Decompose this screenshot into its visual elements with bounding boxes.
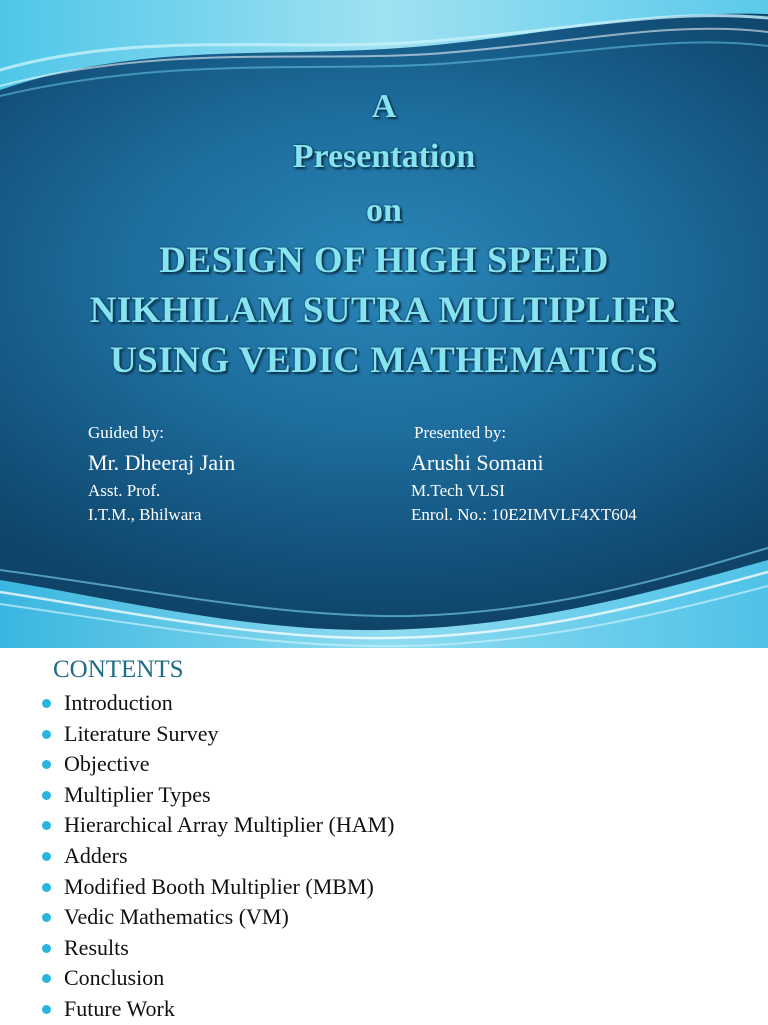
presenter-enrollment: Enrol. No.: 10E2IMVLF4XT604 [411, 505, 637, 524]
presenter-heading: Presented by: [414, 423, 507, 442]
bullet-icon [42, 913, 51, 922]
list-item-label: Hierarchical Array Multiplier (HAM) [64, 812, 395, 838]
list-item [42, 780, 395, 811]
list-item [42, 994, 395, 1025]
title-line-a: A [371, 88, 397, 125]
bullet-icon [42, 791, 51, 800]
title-line-3: USING VEDIC MATHEMATICS [109, 340, 659, 381]
bullet-icon [42, 730, 51, 739]
list-item-label: Multiplier Types [64, 781, 211, 807]
contents-heading: CONTENTS [53, 656, 184, 683]
presenter-course: M.Tech VLSI [411, 481, 505, 500]
title-line-on: on [366, 192, 402, 229]
guide-heading: Guided by: [88, 423, 165, 442]
bullet-icon [42, 821, 51, 830]
title-line-2: NIKHILAM SUTRA MULTIPLIER [89, 290, 679, 331]
bullet-icon [42, 883, 51, 892]
bullet-icon [42, 852, 51, 861]
list-item [42, 933, 395, 964]
list-item [42, 749, 395, 780]
list-item-label: Introduction [64, 690, 173, 715]
title-line-presentation: Presentation [292, 138, 476, 175]
list-item [42, 963, 395, 994]
bullet-icon [42, 699, 51, 708]
bullet-icon [42, 944, 51, 953]
bullet-icon [42, 1005, 51, 1014]
list-item-label: Literature Survey [64, 720, 219, 746]
list-item [42, 872, 395, 903]
list-item-label: Conclusion [64, 965, 165, 991]
title-line-1: DESIGN OF HIGH SPEED [159, 240, 609, 281]
contents-list [42, 688, 395, 1025]
list-item [42, 841, 395, 872]
list-item-label: Modified Booth Multiplier (MBM) [64, 873, 374, 899]
list-item-label: Results [64, 934, 129, 960]
bullet-icon [42, 760, 51, 769]
bullet-icon [42, 974, 51, 983]
guide-institute: I.T.M., Bhilwara [88, 505, 202, 524]
list-item [42, 688, 395, 719]
list-item [42, 719, 395, 750]
list-item-label: Adders [64, 842, 128, 868]
contents-slide [0, 648, 768, 1024]
presenter-name: Arushi Somani [411, 450, 544, 475]
list-item-label: Future Work [64, 995, 175, 1021]
list-item-label: Objective [64, 751, 150, 777]
guide-designation: Asst. Prof. [88, 481, 161, 500]
guide-name: Mr. Dheeraj Jain [88, 450, 236, 475]
list-item [42, 902, 395, 933]
list-item-label: Vedic Mathematics (VM) [64, 904, 289, 930]
list-item [42, 810, 395, 841]
